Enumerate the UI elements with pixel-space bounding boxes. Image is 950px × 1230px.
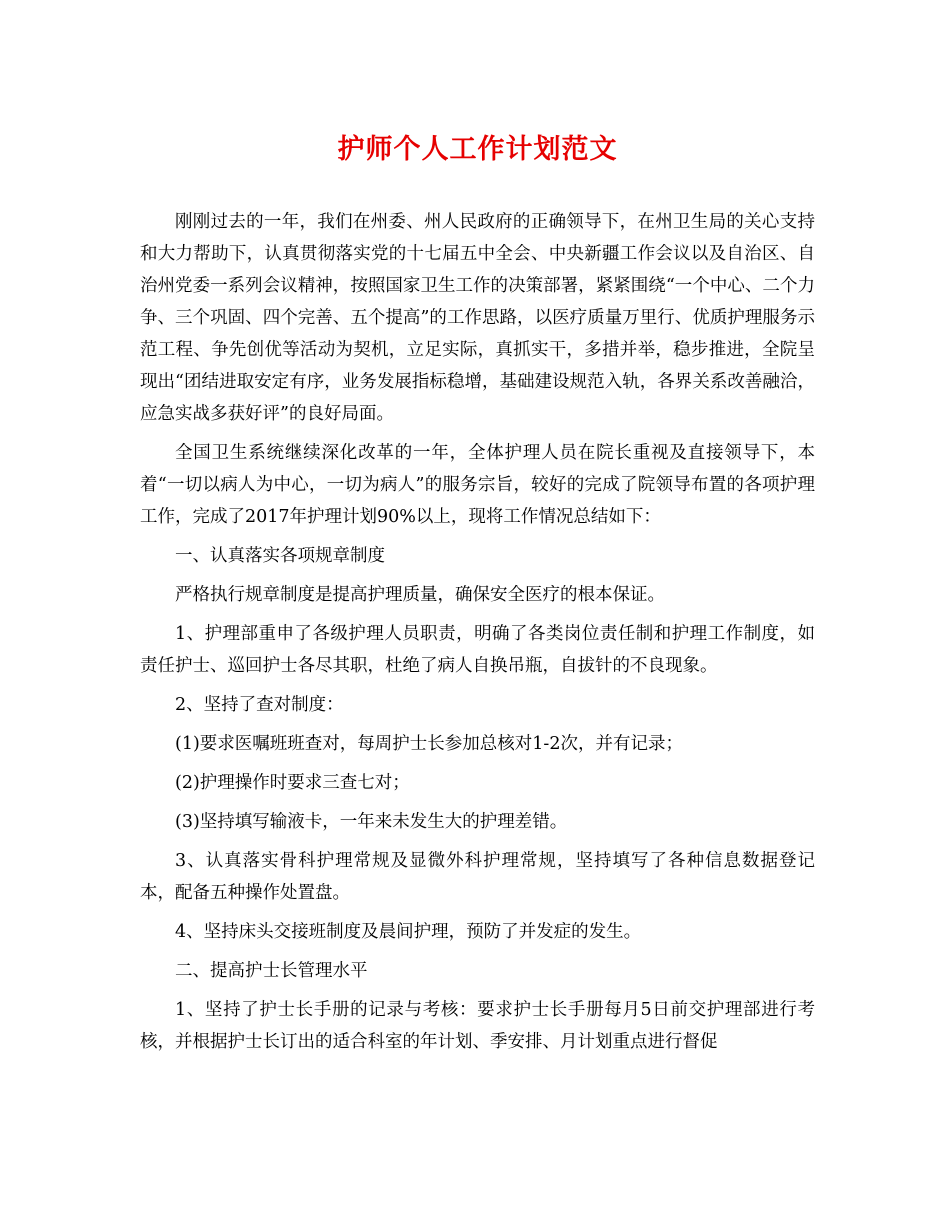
- sub-item-orders-check: (1)要求医嘱班班查对，每周护士长参加总核对1-2次，并有记录；: [175, 734, 683, 754]
- list-item-head-nurse-manual: 1、坚持了护士长手册的记录与考核：要求护士长手册每月5日前交护理部进行考核，并根据护士长订出的适合科室的年计划、季安排、月计划重点进行督促: [140, 1000, 815, 1052]
- paragraph-summary: 全国卫生系统继续深化改革的一年，全体护理人员在院长重视及直接领导下，本着“一切以病人为中心，一切为病人”的服务宗旨，较好的完成了院领导布置的各项护理工作，完成了2017年护理计划90%以上，现将工作情况总结如下：: [140, 443, 815, 527]
- section-heading-rules: 一、认真落实各项规章制度: [175, 546, 385, 566]
- sub-item-infusion-card: (3)坚持填写输液卡，一年来未发生大的护理差错。: [175, 812, 568, 832]
- list-item-check-system: 2、坚持了查对制度：: [175, 695, 344, 715]
- paragraph-rules-importance: 严格执行规章制度是提高护理质量，确保安全医疗的根本保证。: [175, 585, 665, 605]
- document-title: 护师个人工作计划范文: [337, 134, 618, 165]
- paragraph-intro: 刚刚过去的一年，我们在州委、州人民政府的正确领导下，在州卫生局的关心支持和大力帮助下，认真贯彻落实党的十七届五中全会、中央新疆工作会议以及自治区、自治州党委一系列会议精神，按照国家卫生工作的决策部署，紧紧围绕“一个中心、二个力争、三个巩固、四个完善、五个提高”的工作思路，以医疗质量万里行、优质护理服务示范工程、争先创优等活动为契机，立足实际，真抓实干，多措并举，稳步推进，全院呈现出“团结进取安定有序，业务发展指标稳增，基础建设规范入轨，各界关系改善融洽，应急实战多获好评”的良好局面。: [140, 212, 815, 424]
- list-item-duties: 1、护理部重申了各级护理人员职责，明确了各类岗位责任制和护理工作制度，如责任护士、巡回护士各尽其职，杜绝了病人自换吊瓶，自拔针的不良现象。: [140, 624, 815, 676]
- list-item-nursing-routine: 3、认真落实骨科护理常规及显微外科护理常规，坚持填写了各种信息数据登记本，配备五种操作处置盘。: [140, 851, 815, 903]
- document-body: [140, 206, 815, 1058]
- sub-item-three-checks: (2)护理操作时要求三查七对；: [175, 773, 410, 793]
- section-heading-management: 二、提高护士长管理水平: [175, 961, 368, 981]
- list-item-handover: 4、坚持床头交接班制度及晨间护理，预防了并发症的发生。: [175, 922, 642, 942]
